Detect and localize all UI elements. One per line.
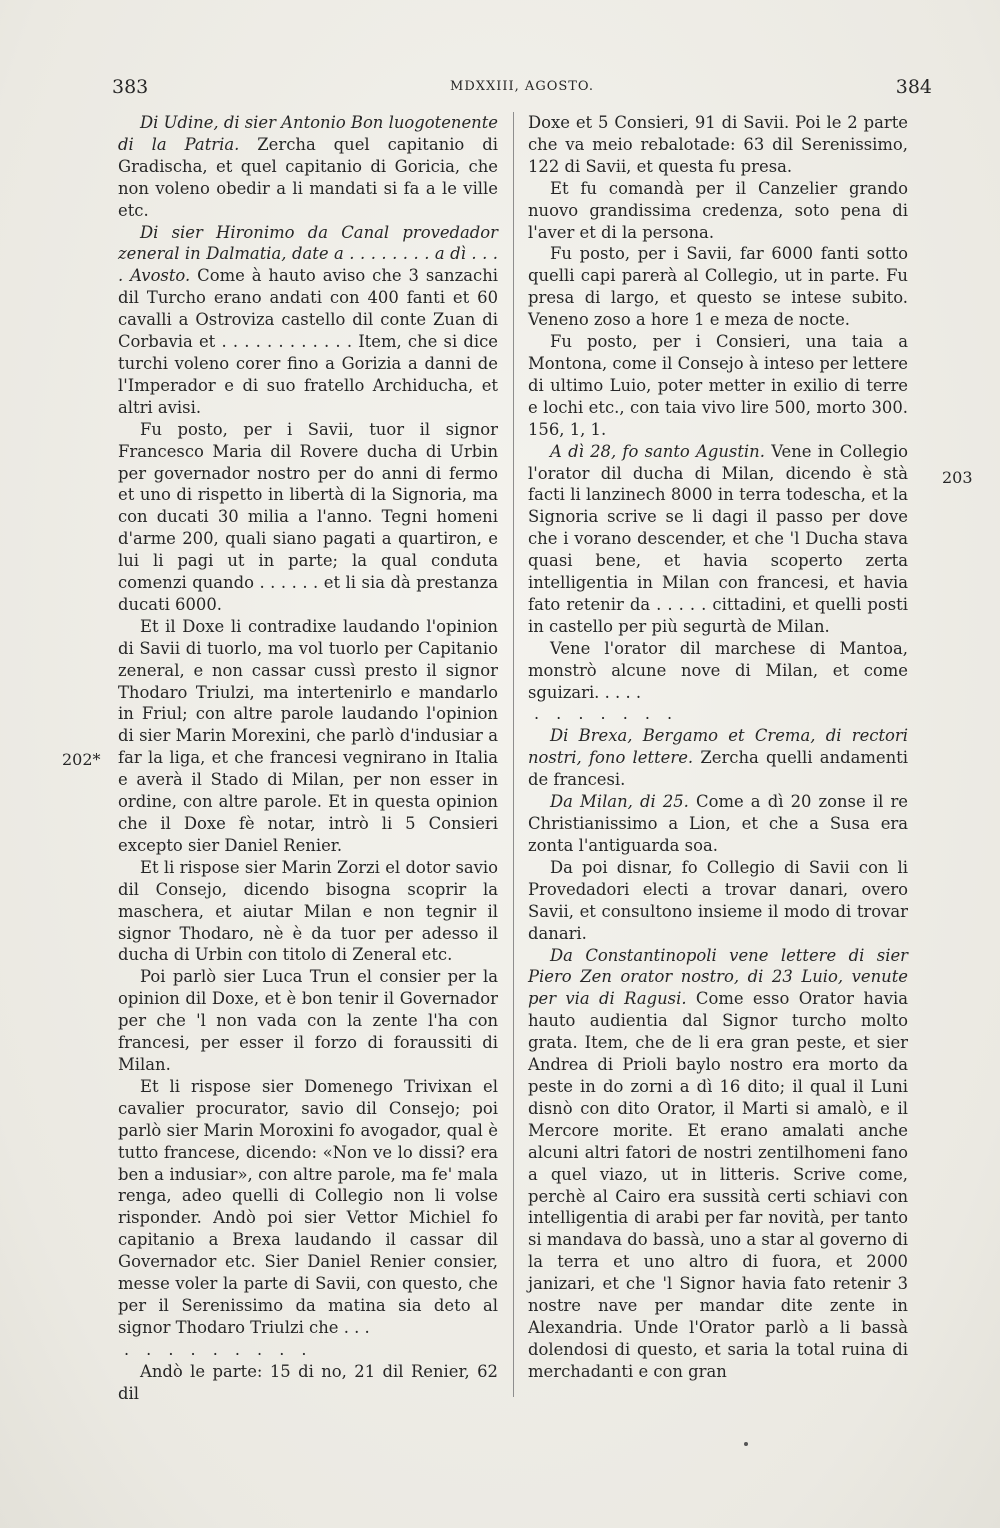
paragraph-lead: Da Constantinopoli vene lettere di sier Piero Zen orator nostro, di 23 Luio, venute per via di Ragusi.	[528, 945, 908, 1009]
paragraph: Vene l'orator dil marchese di Mantoa, monstrò alcune nove di Milan, et come sguizari. . . . .	[528, 638, 908, 702]
paragraph: Doxe et 5 Consieri, 91 di Savii. Poi le 2 parte che va meio rebalotade: 63 dil Serenissimo, 122 di Savii, et questa fu presa.	[528, 113, 908, 176]
paragraph-lead: Da Milan, di 25.	[550, 792, 689, 812]
paragraph: Fu posto, per i Consieri, una taia a Montona, come il Consejo à inteso per lettere di ultimo Luio, poter metter in exilio di terre e lochi etc., con taia vivo lire 500, morto 300. 156, 1, 1.	[528, 332, 908, 439]
paragraph-text: Come a dì 20 zonse il re Christianissimo a Lion, et che a Susa era zonta l'antiguarda soa.	[528, 792, 908, 855]
paragraph: Poi parlò sier Luca Trun el consier per la opinion dil Doxe, et è bon tenir il Governador per che 'l non vada con la zente l'ha con francesi, per esser il forzo di foraussiti di Milan.	[118, 967, 498, 1074]
page-header	[112, 76, 932, 100]
running-title: MDXXIII, AGOSTO.	[450, 79, 594, 94]
paragraph	[528, 725, 908, 791]
margin-number-left: 202*	[62, 750, 101, 769]
paragraph: Et fu comandà per il Canzelier grando nuovo grandissima credenza, soto pena di l'aver et di la persona.	[528, 178, 908, 242]
paragraph-text: Zercha quel capitanio di Gradischa, et quel capitanio di Goricia, che non voleno obedir a li mandati si fa a le ville etc.	[118, 134, 498, 220]
paragraph-lead: A dì 28, fo santo Agustin.	[550, 441, 765, 461]
paragraph-lead: Di Udine, di sier Antonio Bon luogotenente di la Patria.	[118, 113, 498, 154]
ink-speck	[744, 1442, 748, 1446]
paragraph	[528, 441, 908, 638]
margin-number-right: 203	[942, 468, 973, 487]
paragraph: Et il Doxe li contradixe laudando l'opinion di Savii di tuorlo, ma vol tuorlo per Capitanio zeneral, e non cassar cussì presto il signor Thodaro Triulzi, ma intertenirlo e mandarlo in Friul; con altre parole laudando l'opinion di sier Marin Morexini, che parlò d'indusiar a far la liga, et che francesi vegnirano in Italia e averà il Stado di Milan, per non esser in ordine, con altre parole. Et in questa opinion che il Doxe fè notar, intrò li 5 Consieri excepto sier Daniel Renier.	[118, 616, 498, 855]
page-number-left: 383	[112, 76, 149, 98]
paragraph	[118, 222, 498, 419]
paragraph: Andò le parte: 15 di no, 21 dil Renier, 62 dil	[118, 1361, 498, 1403]
paragraph	[528, 945, 908, 1383]
left-column	[118, 112, 498, 1405]
paragraph-lead: Di sier Hironimo da Canal provedador zeneral in Dalmatia, date a . . . . . . . . a dì . . . . Avosto.	[118, 222, 498, 286]
paragraph: Et li rispose sier Marin Zorzi el dotor savio dil Consejo, dicendo bisogna scoprir la maschera, et aiutar Milan e non tegnir il signor Thodaro, nè è da tuor per adesso il ducha di Urbin con titolo di Zeneral etc.	[118, 857, 498, 965]
paragraph	[528, 791, 908, 857]
paragraph-text: Zercha quelli andamenti de francesi.	[528, 748, 908, 790]
paragraph	[118, 112, 498, 222]
paragraph: Fu posto, per i Savii, far 6000 fanti sotto quelli capi parerà al Collegio, ut in parte. Fu presa di largo, et questo se intese subito. Veneno zoso a hore 1 e meza de nocte.	[528, 244, 908, 330]
page-number-right: 384	[895, 76, 932, 98]
ellipsis-line: . . . . . . . . .	[124, 1339, 313, 1359]
right-column	[528, 112, 908, 1383]
paragraph-text: Come à hauto aviso che 3 sanzachi dil Turcho erano andati con 400 fanti et 60 cavalli a Ostroviza castello dil conte Zuan di Corbavia et . . . . . . . . . . . . Item, che si dice turchi voleno corer fino a Gorizia a danni de l'Imperador e di suo fratello Archiducha, et altri avisi.	[118, 266, 499, 417]
column-divider	[513, 112, 514, 1397]
paragraph: Da poi disnar, fo Collegio di Savii con li Provedadori electi a trovar danari, overo Savii, et consultono insieme il modo di trovar danari.	[528, 857, 908, 943]
paragraph: Fu posto, per i Savii, tuor il signor Francesco Maria dil Rovere ducha di Urbin per governador nostro per do anni di fermo et uno di rispetto in libertà di la Signoria, ma con ducati 30 milia a l'anno. Tegni homeni d'arme 200, quali siano pagati a quartiron, e lui li pagi ut in parte; la qual conduta comenzi quando . . . . . . et li sia dà prestanza ducati 6000.	[118, 419, 498, 614]
paragraph-text: Vene in Collegio l'orator dil ducha di Milan, dicendo è stà facti li lanzinech 8000 in terra todescha, et la Signoria scrive se li dagi il passo per dove che i vorano descender, et che 'l Ducha stava quasi bene, et havia scoperto zerta intelligentia in Milan con francesi, et havia fato retenir da . . . . . cittadini, et quelli posti in castello per più segurtà de Milan.	[528, 441, 908, 636]
paragraph: Et li rispose sier Domenego Trivixan el cavalier procurator, savio dil Consejo; poi parlò sier Marin Moroxini fo avogador, qual è tutto francese, dicendo: «Non ve lo dissi? era ben a indusiar», con altre parole, ma fe' mala renga, adeo quelli di Collegio non li volse risponder. Andò poi sier Vettor Michiel fo capitanio a Brexa laudando il cassar dil Governador etc. Sier Daniel Renier consier, messe voler la parte di Savii, con questo, che per il Serenissimo da matina sia deto al signor Thodaro Triulzi che . . .	[118, 1076, 498, 1337]
paragraph-text: Come esso Orator havia hauto audientia dal Signor turcho molto grata. Item, che de li era gran peste, et sier Andrea di Prioli baylo nostro era morto da peste in do zorni a dì 16 dito; il qual il Luni disnò con dito Orator, il Marti si amalò, e il Mercore morite. Et erano amalati anche alcuni altri fatori de nostri zentilhomeni fano a quel viazo, ut in litteris. Scrive come, perchè al Cairo era sussità certi schiavi con intelligentia di arabi per far novità, per tanto si mandava do bassà, uno a star al governo di la terra et uno altro di fuora, et 2000 janizari, et che 'l Signor havia fato retenir 3 nostre nave per mandar dite zente in Alexandria. Unde l'Orator parlò a li bassà dolendosi di questo, et saria la total ruina di merchadanti e con gran	[528, 989, 908, 1381]
ellipsis-line: . . . . . . .	[534, 704, 679, 724]
paragraph-lead: Di Brexa, Bergamo et Crema, di rectori nostri, fono lettere.	[528, 726, 908, 768]
